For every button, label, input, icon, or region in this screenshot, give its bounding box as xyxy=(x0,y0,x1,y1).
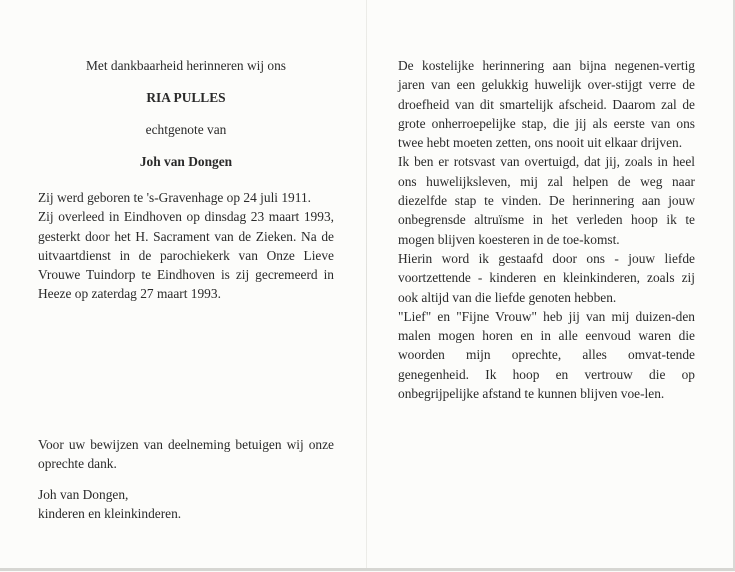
thanks-text: Voor uw bewijzen van deelneming betuigen wij onze oprechte dank. xyxy=(38,437,334,472)
card-fold-line xyxy=(366,0,367,568)
signature-line-2: kinderen en kleinkinderen. xyxy=(38,506,182,522)
deceased-name: RIA PULLES xyxy=(146,90,226,105)
paragraph: "Lief" en "Fijne Vrouw" heb jij van mij duizen-den malen mogen horen en in alle eenvoud waren die woorden mijn oprechte, alles omvat-tende genegenheid. Ik hoop en vertrouw die op onbegrijpelijke afstand te kunnen blijven voe-len. xyxy=(398,308,695,402)
biography xyxy=(38,188,334,304)
death-text: Zij overleed in Eindhoven op dinsdag 23 maart 1993, gesterkt door het H. Sacrament van de Zieken. Na de uitvaartdienst in de parochiekerk van Onze Lieve Vrouwe Tuindorp te Eindhoven is zij gecremeerd in Heeze op zaterdag 27 maart 1993. xyxy=(38,209,334,302)
paragraph: De kostelijke herinnering aan bijna negenen-vertig jaren van een gelukkig huwelijk over-stijgt verre de droefheid van dit smartelijk afscheid. Daarom zal de grote onherroepelijke stap, die jij als eerste van ons twee hebt moeten zetten, ons nooit uit elkaar drijven. xyxy=(398,58,695,151)
remembrance-text xyxy=(398,56,695,403)
intro-line: Met dankbaarheid herinneren wij ons xyxy=(85,58,287,73)
paragraph: Hierin word ik gestaafd door ons - jouw liefde voortzettende - kinderen en kleinkinderen, zoals zij ook altijd van die liefde genoten hebben. xyxy=(398,250,695,305)
paragraph: Ik ben er rotsvast van overtuigd, dat jij, zoals in heel ons huwelijksleven, mij zal helpen de weg naar diezelfde stap te vinden. De herinnering aan jouw onbegrensde altruïsme in het verleden hoop ik te mogen blijven koesteren in de toe-komst. xyxy=(398,154,695,247)
signature-line-1: Joh van Dongen, xyxy=(38,487,129,502)
signature xyxy=(38,485,334,524)
spouse-name: Joh van Dongen xyxy=(139,154,233,169)
birth-text: Zij werd geboren te 's-Gravenhage op 24 juli 1911. xyxy=(38,190,311,205)
spouse-label: echtgenote van xyxy=(145,122,227,137)
